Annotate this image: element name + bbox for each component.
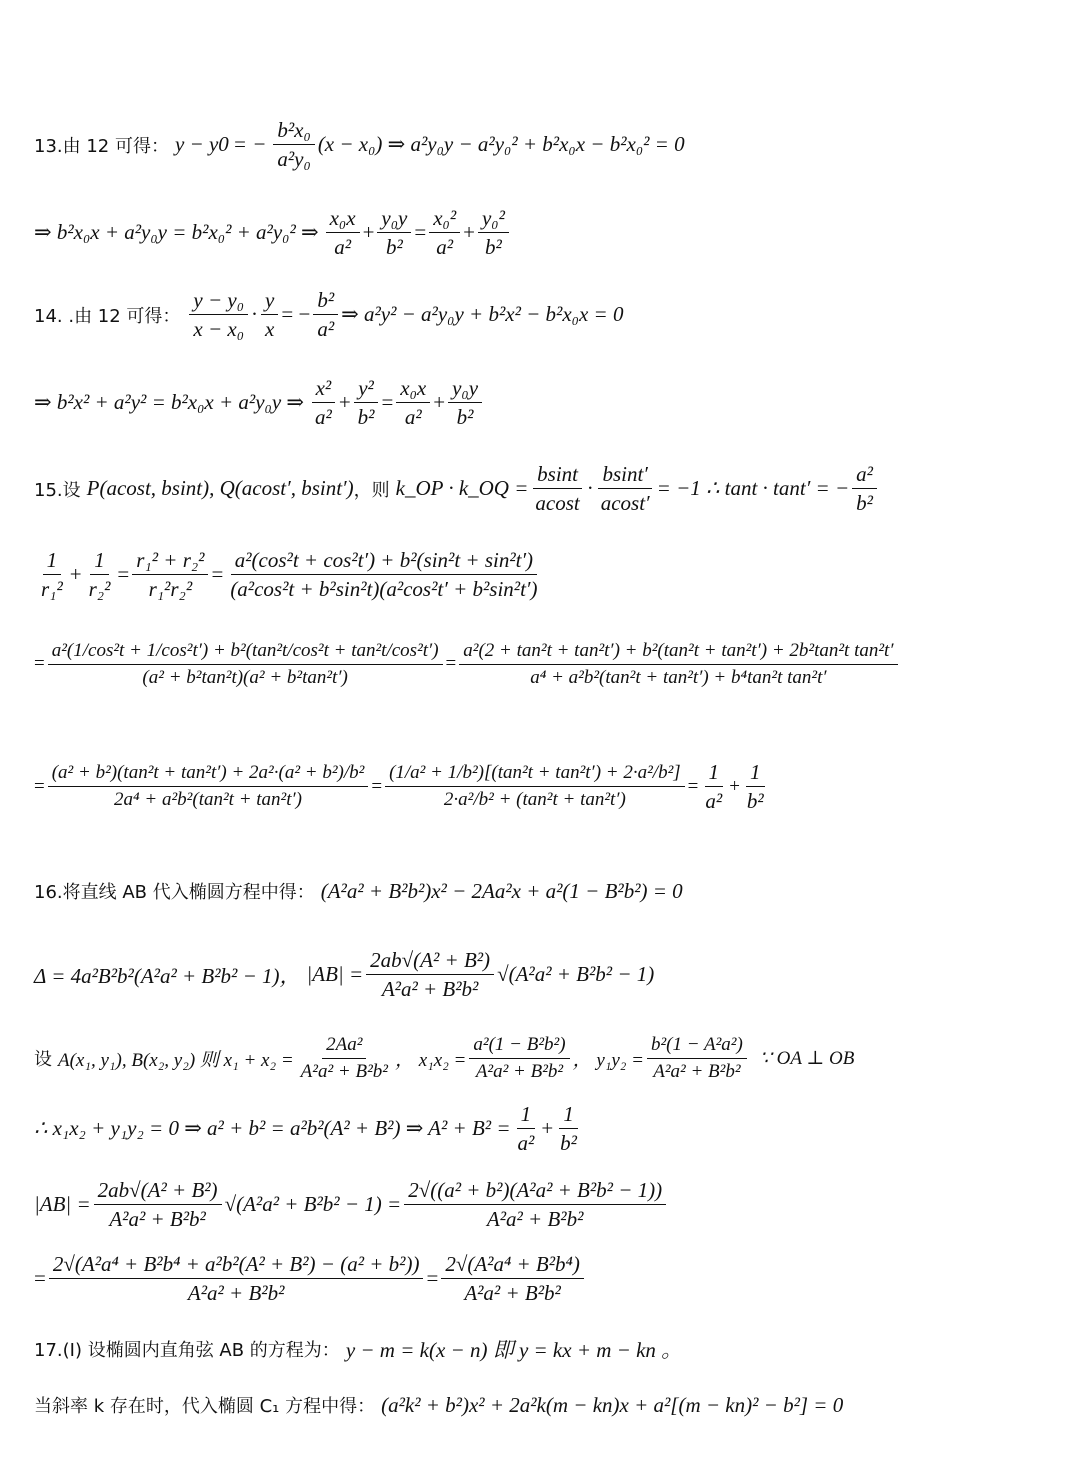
p15-t4-den: b² [746, 789, 764, 814]
p15-t2-den: 2·a²/b² + (tan²t + tan²t′) [443, 789, 626, 811]
p15-t3-num: 1 [705, 760, 724, 787]
plus-sign: + [362, 220, 375, 245]
p16-g1-den: A²a² + B²b² [300, 1060, 388, 1082]
equals-sign: = [371, 775, 383, 797]
p15-t1-den: 2a⁴ + a²b²(tan²t + tan²t′) [114, 789, 303, 811]
p15-f1-num: bsint [533, 462, 582, 489]
p15-s1-num: a²(1/cos²t + 1/cos²t′) + b²(tan²t/cos²t + tan²t/cos²t′) [48, 640, 443, 665]
p14-g2-den: b² [357, 405, 375, 430]
p13-f2 [326, 206, 360, 259]
p15-s2 [459, 640, 897, 689]
p17-label: 17.(I) 设椭圆内直角弦 AB 的方程为： [34, 1340, 340, 1361]
p16-eq1: (A²a² + B²b²)x² − 2Aa²x + a²(1 − B²b²) = 0 [320, 878, 683, 903]
p16-g2 [469, 1034, 569, 1083]
p16-x1x2: ， x₁x₂ = [394, 1049, 467, 1071]
p15-t1-num: (a² + b²)(tan²t + tan²t′) + 2a²·(a² + b²)/b² [48, 762, 369, 787]
p14-g4-den: b² [456, 405, 474, 430]
p16-k2 [404, 1178, 666, 1231]
p14-f1-den: x − x₀ [193, 317, 245, 342]
p16-g2-num: a²(1 − B²b²) [469, 1034, 569, 1059]
plus-sign: + [338, 390, 351, 415]
p14-label: 14. .由 12 可得： [34, 305, 181, 327]
plus-sign: + [433, 390, 446, 415]
p16-g3 [647, 1034, 747, 1083]
p14-line2-a: ⇒ b²x² + a²y² = b²x₀x + a²y₀y ⇒ [34, 390, 305, 415]
p13-f4 [429, 206, 460, 259]
equals-sign: = − [281, 302, 311, 327]
p15-r2-num: 1 [90, 548, 109, 575]
p15-f2-den: acost′ [600, 491, 650, 516]
p15-s2-num: a²(2 + tan²t + tan²t′) + b²(tan²t + tan²t′) + 2b²tan²t tan²t′ [459, 640, 897, 665]
p14-g1-den: a² [315, 405, 332, 430]
p15-f3-den: b² [856, 491, 873, 516]
p16-sq2: √(A²a² + B²b² − 1) = [224, 1192, 402, 1217]
p14-g3 [396, 376, 430, 429]
p16-line5 [34, 1178, 1036, 1231]
p13-label: 13.由 12 可得： [34, 135, 169, 157]
p16-ab2: |AB| = [34, 1192, 91, 1217]
p14-g4-num: y₀y [448, 376, 482, 403]
p13-f2-num: x₀x [326, 206, 360, 233]
p14-f3-den: a² [317, 317, 335, 342]
p16-ab: |AB| = [306, 962, 364, 987]
p13-f4-den: a² [436, 235, 454, 260]
p16-h2-num: 1 [559, 1102, 578, 1129]
p14-f2 [261, 288, 278, 341]
equals-sign: = [211, 562, 224, 587]
dot-sign: · [586, 476, 594, 501]
p15-line3 [34, 640, 1036, 689]
p13-f5-den: b² [485, 235, 502, 260]
p14-g3-num: x₀x [396, 376, 430, 403]
p15-r2 [85, 548, 115, 601]
p14-f1-num: y − y₀ [189, 288, 248, 315]
p15-s1 [48, 640, 443, 689]
p14-g2 [354, 376, 379, 429]
p16-h1 [514, 1102, 539, 1155]
p16-h2-den: b² [560, 1131, 577, 1156]
p16-k2-den: A²a² + B²b² [486, 1207, 584, 1232]
p15-r4-den: (a²cos²t + b²sin²t)(a²cos²t′ + b²sin²t′) [230, 577, 538, 602]
dot-sign: · [251, 302, 259, 327]
p16-pts: A(x₁, y₁), B(x₂, y₂) 则 x₁ + x₂ = [58, 1049, 294, 1071]
p17-eq2: (a²k² + b²)x² + 2a²k(m − kn)x + a²[(m − kn)² − b²] = 0 [381, 1392, 844, 1417]
equals-sign: = [445, 653, 457, 675]
p16-label: 16.将直线 AB 代入椭圆方程中得： [34, 882, 315, 903]
p14-rest1: ⇒ a²y² − a²y₀y + b²x² − b²x₀x = 0 [341, 302, 624, 327]
p15-r3 [132, 548, 208, 601]
p16-line4 [34, 1102, 1036, 1155]
p16-k4-num: 2√(A²a⁴ + B²b⁴) [441, 1252, 584, 1279]
p15-line4 [34, 760, 1036, 813]
p13-line2-a: ⇒ b²x₀x + a²y₀y = b²x₀² + a²y₀² ⇒ [34, 220, 319, 245]
p14-line2 [34, 376, 1036, 429]
p16-g2-den: A²a² + B²b² [475, 1060, 564, 1082]
p16-f1-num: 2ab√(A² + B²) [366, 948, 494, 975]
p15-r1-den: r₁² [41, 577, 63, 602]
p14-g2-num: y² [354, 376, 378, 403]
p16-line6 [34, 1252, 1036, 1305]
equals-sign: = [34, 653, 45, 675]
p14-f2-den: x [265, 317, 275, 342]
p14-g3-den: a² [404, 405, 422, 430]
p15-then: ，则 [353, 479, 390, 501]
p13-frac1-num: b²x₀ [273, 118, 314, 145]
p15-f1 [531, 462, 583, 515]
p15-line1 [34, 462, 1036, 515]
p15-f3 [852, 462, 877, 515]
equals-sign: = [117, 562, 130, 587]
p13-line2 [34, 206, 1036, 259]
p16-perp: ∵ OA ⊥ OB [759, 1047, 855, 1069]
p15-f3-num: a² [852, 462, 877, 489]
p15-label: 15.设 [34, 479, 81, 501]
p17-line2 [34, 1392, 1036, 1418]
p13-lhs: y − y [174, 132, 219, 157]
p15-k: k_OP · k_OQ = [395, 476, 529, 501]
p16-line3 [34, 1034, 1036, 1083]
plus-sign: + [463, 220, 475, 245]
p14-line1 [34, 288, 1036, 341]
p16-line1 [34, 878, 1036, 904]
p13-frac1 [273, 118, 314, 171]
p15-t4 [743, 760, 768, 813]
p16-k3-num: 2√(A²a⁴ + B²b⁴ + a²b²(A² + B²) − (a² + b²)) [49, 1252, 424, 1279]
p17-eq: y − m = k(x − n) 即 y = kx + m − kn 。 [345, 1338, 683, 1362]
p16-g1 [297, 1034, 392, 1083]
plus-sign: + [69, 562, 82, 587]
p13-f4-num: x₀² [429, 206, 460, 233]
equals-sign: = [34, 775, 45, 797]
p14-g4 [448, 376, 482, 429]
p15-r4 [226, 548, 541, 601]
p16-g3-den: A²a² + B²b² [653, 1060, 741, 1082]
p13-f5-num: y₀² [478, 206, 509, 233]
p16-k3-den: A²a² + B²b² [187, 1281, 285, 1306]
p16-set: 设 [34, 1049, 52, 1071]
p17-line1 [34, 1334, 1036, 1364]
p15-t3 [701, 760, 726, 813]
p16-k2-num: 2√((a² + b²)(A²a² + B²b² − 1)) [404, 1178, 666, 1205]
p15-r4-num: a²(cos²t + cos²t′) + b²(sin²t + sin²t′) [231, 548, 537, 575]
p16-line2 [34, 948, 1036, 1001]
p15-t1 [48, 762, 369, 811]
p13-f2-den: a² [334, 235, 351, 260]
p15-pq: P(acost, bsint), Q(acost′, bsint′) [86, 476, 354, 501]
p15-r3-den: r₁²r₂² [148, 577, 193, 602]
p17-label2: 当斜率 k 存在时，代入椭圆 C₁ 方程中得： [34, 1396, 376, 1417]
p16-sq1: √(A²a² + B²b² − 1) [497, 962, 655, 987]
p15-s1-den: (a² + b²tan²t)(a² + b²tan²t′) [142, 666, 348, 688]
p16-g1-num: 2Aa² [322, 1034, 366, 1059]
plus-sign: + [729, 775, 740, 797]
plus-sign: + [541, 1116, 554, 1141]
p14-f2-num: y [261, 288, 278, 315]
p15-r2-den: r₂² [88, 577, 111, 602]
p15-f2-num: bsint′ [598, 462, 651, 489]
equals-sign: = [426, 1266, 439, 1291]
p16-f1-den: A²a² + B²b² [381, 977, 479, 1002]
equals-sign: = [414, 220, 427, 245]
p15-r3-num: r₁² + r₂² [132, 548, 208, 575]
p15-t2-num: (1/a² + 1/b²)[(tan²t + tan²t′) + 2·a²/b²] [385, 762, 685, 787]
p15-s2-den: a⁴ + a²b²(tan²t + tan²t′) + b⁴tan²t tan²t′ [530, 666, 827, 688]
p16-k3 [49, 1252, 424, 1305]
p13-lhs-sub: 0 [218, 132, 229, 157]
p15-r1-num: 1 [43, 548, 62, 575]
p15-f1-den: acost [535, 491, 580, 516]
p15-t2 [385, 762, 685, 811]
p16-conc: ∴ x₁x₂ + y₁y₂ = 0 ⇒ a² + b² = a²b²(A² + B²) ⇒ A² + B² = [34, 1116, 511, 1141]
p15-f2 [597, 462, 654, 515]
p13-f3-num: y₀y [377, 206, 411, 233]
p16-k4 [441, 1252, 584, 1305]
p15-line2 [34, 548, 1036, 601]
p15-t3-den: a² [705, 789, 723, 814]
p16-k1-den: A²a² + B²b² [109, 1207, 206, 1232]
p14-f3-num: b² [313, 288, 338, 315]
p14-g1 [311, 376, 336, 429]
p13-frac1-den: a²y₀ [277, 147, 311, 172]
p14-f3 [313, 288, 338, 341]
p16-h1-den: a² [517, 1131, 535, 1156]
equals-sign: = [34, 1266, 46, 1291]
equals-sign: = [687, 775, 699, 797]
p13-eq-neg: = − [232, 132, 267, 157]
p13-rest1: (x − x₀) ⇒ a²y₀y − a²y₀² + b²x₀x − b²x₀² = 0 [317, 132, 685, 157]
p16-k4-den: A²a² + B²b² [464, 1281, 561, 1306]
p16-k1 [94, 1178, 222, 1231]
p15-r1 [37, 548, 67, 601]
p16-y1y2: ， y₁y₂ = [572, 1049, 644, 1071]
p16-h1-num: 1 [517, 1102, 536, 1129]
p13-line1 [34, 118, 1036, 171]
p16-k1-num: 2ab√(A² + B²) [94, 1178, 222, 1205]
p16-delta: Δ = 4a²B²b²(A²a² + B²b² − 1)， [34, 963, 301, 988]
p16-g3-num: b²(1 − A²a²) [647, 1034, 747, 1059]
p14-f1 [189, 288, 248, 341]
p16-f1 [366, 948, 494, 1001]
equals-sign: = [381, 390, 394, 415]
p15-rest1: = −1 ∴ tant · tant′ = − [656, 476, 850, 501]
p13-f3-den: b² [385, 235, 403, 260]
p13-f5 [478, 206, 509, 259]
p13-f3 [377, 206, 411, 259]
p15-t4-num: 1 [746, 760, 765, 787]
p16-h2 [556, 1102, 581, 1155]
p14-g1-num: x² [312, 376, 336, 403]
